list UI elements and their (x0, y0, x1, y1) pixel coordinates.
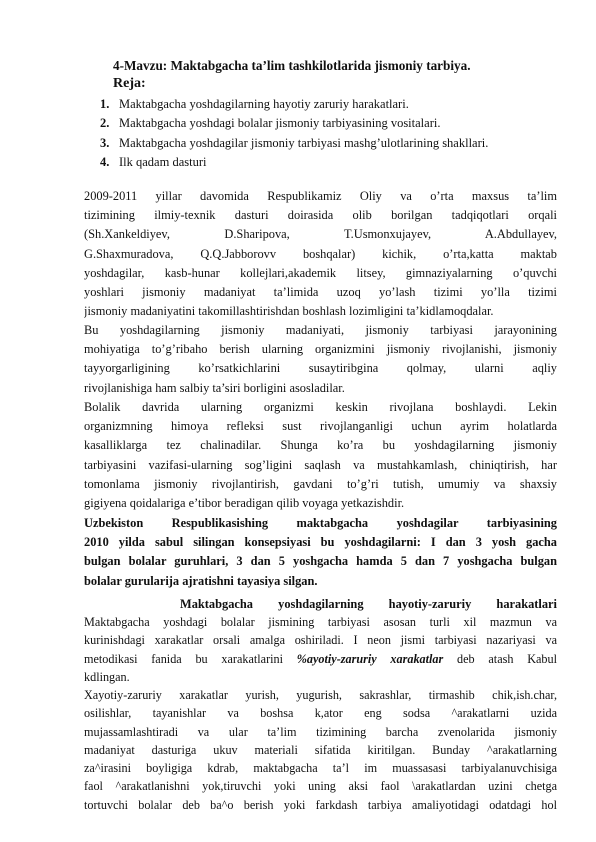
text-line: kdlingan. (84, 669, 130, 684)
text-line: tortuvchi bolalar deb ba^o berish yoki farkdash tarbiya amaliyotidagi odatdagi hol (84, 797, 557, 812)
text-line: gigiyena qoidalariga e’tibor beradigan qilib voyaga yetkazishdir. (84, 495, 405, 510)
paragraph-research (84, 187, 557, 321)
emphasized-term: %ayotiy-zaruriy xarakatlar (296, 651, 444, 666)
text-line: G.Shaxmuradova, Q.Q.Jabborovv boshqalar) kichik, o’rta,katta maktab (84, 246, 557, 261)
plan-item (100, 155, 488, 174)
text-line: yoshlari jismoniy madaniyat ta’limida uzoq yo’lash tizimi yo’lla tizimi (84, 284, 557, 299)
text-line: kurinishdagi xarakatlar orsali amalga oshiriladi. I neon jismi tarbiyasi nazariyasi va (84, 633, 557, 648)
plan-list (100, 97, 488, 174)
text-line: (Sh.Xankeldiyev, D.Sharipova, T.Usmonxujayev, A.Abdullayev, (84, 227, 557, 242)
text-line: mohiyatiga to’g’ribaho berish ularning organizmini jismoniy rivojlanishi, jismoniy (84, 342, 557, 357)
topic-title: 4-Mavzu: Maktabgacha ta’lim tashkilotlarida jismoniy tarbiya. (113, 58, 471, 73)
plan-item (100, 116, 488, 135)
text-line: Maktabgacha yoshdagi bolalar jismining tarbiyasi asosan turli xil mazmun va (84, 615, 557, 629)
text-line: kasalliklarga tez chalinadilar. Shunga ko’ra bu yoshdagilarning jismoniy (84, 438, 557, 453)
plan-item-text: Ilk qadam dasturi (119, 154, 207, 169)
text-line: Bolalik davrida ularning organizmi keskin rivojlana boshlaydi. Lekin (84, 400, 557, 414)
text-line: tomonlama jismoniy rivojlantirish, gavdani to’g’ri tutish, umumiy va shaxsiy (84, 476, 557, 491)
section-heading: Maktabgacha yoshdagilarning hayotiy-zaruriy harakatlari (180, 597, 557, 611)
plan-item-text: Maktabgacha yoshdagilar jismoniy tarbiyasi mashg’ulotlarining shakllari. (119, 135, 489, 150)
paragraph-movements (84, 613, 557, 686)
text-line: faol ^arakatlanishni yok,tiruvchi yoki uning aksi faol \arakatlardan uzini chetga (84, 779, 557, 794)
paragraph-physical-culture (84, 321, 557, 398)
plan-item-number: 2. (100, 116, 110, 131)
text-line: organizmning himoya refleksi sust rivojlanganligi uchun ayrim holatlarda (84, 419, 557, 434)
plan-heading: Reja: (113, 76, 146, 91)
text-line: Bu yoshdagilarning jismoniy madaniyati, jismoniy tarbiyasi jarayonining (84, 323, 557, 337)
text-line: metodikasi fanida bu xarakatlarini %ayotiy-zaruriy xarakatlar deb atash Kabul (84, 651, 557, 666)
text-line: rivojlanishiga ham salbiy ta’siri borligini asosladilar. (84, 380, 345, 395)
plan-item-text: Maktabgacha yoshdagilarning hayotiy zaruriy harakatlari. (119, 97, 409, 111)
text-line: 2009-2011 yillar davomida Respublikamiz Oliy va o’rta maxsus ta’lim (84, 189, 557, 203)
text-line: tizimining ilmiy-texnik dasturi doirasida olib borilgan tadqiqotlari orqali (84, 208, 557, 223)
paragraph-concept (84, 514, 557, 591)
text-line: Xayotiy-zaruriy xarakatlar yurish, yugurish, sakrashlar, tirmashib chik,ish.char, (84, 688, 557, 702)
plan-item-number: 3. (100, 135, 110, 150)
paragraph-childhood (84, 398, 557, 513)
text-line: yoshdagilar, kasb-hunar kollejlari,akademik litsey, gimnaziyalarning o’quvchi (84, 265, 557, 280)
text-line: bolalar gurularija ajratishni tayasiya silgan. (84, 573, 318, 588)
paragraph-vital-movements (84, 686, 557, 814)
plan-item-number: 1. (100, 97, 110, 111)
text-line: za^irasini boyligiga kdrab, maktabgacha ta’l im muassasasi tarbiyalanuvchisiga (84, 761, 557, 776)
text-line: mujassamlashtiradi va ular ta’lim tizimining barcha zvenolarida jismoniy (84, 724, 557, 739)
plan-item (100, 97, 488, 116)
plan-item-text: Maktabgacha yoshdagi bolalar jismoniy tarbiyasining vositalari. (119, 116, 441, 131)
text-line: Uzbekiston Respublikasishing maktabgacha yoshdagilar tarbiyasining (84, 516, 557, 530)
text-line: madaniyat dasturiga ukuv materiali sifatida kiritilgan. Bunday ^arakatlarning (84, 742, 557, 757)
text-line: osilishlar, tayanishlar va boshsa k,ator eng sodsa ^arakatlarni uzida (84, 706, 557, 721)
text-line: jismoniy madaniyatini takomillashtirishdan boshlash lozimligini ta’kidlamoqdalar. (84, 304, 494, 319)
text-line: tarbiyasini vazifasi-ularning sog’ligini saqlash va mustahkamlash, chiniqtirish, har (84, 457, 557, 472)
text-line: tayyorgarligining ko’rsatkichlarini susaytiribgina qolmay, ularni aqliy (84, 361, 557, 376)
plan-item-number: 4. (100, 154, 110, 169)
plan-item (100, 136, 488, 155)
text-line: bulgan bolalar guruhlari, 3 dan 5 yoshgacha hamda 5 dan 7 yoshgacha bulgan (84, 554, 557, 569)
text-line: 2010 yilda sabul silingan konsepsiyasi bu yoshdagilarni: I dan 3 yosh gacha (84, 535, 557, 550)
